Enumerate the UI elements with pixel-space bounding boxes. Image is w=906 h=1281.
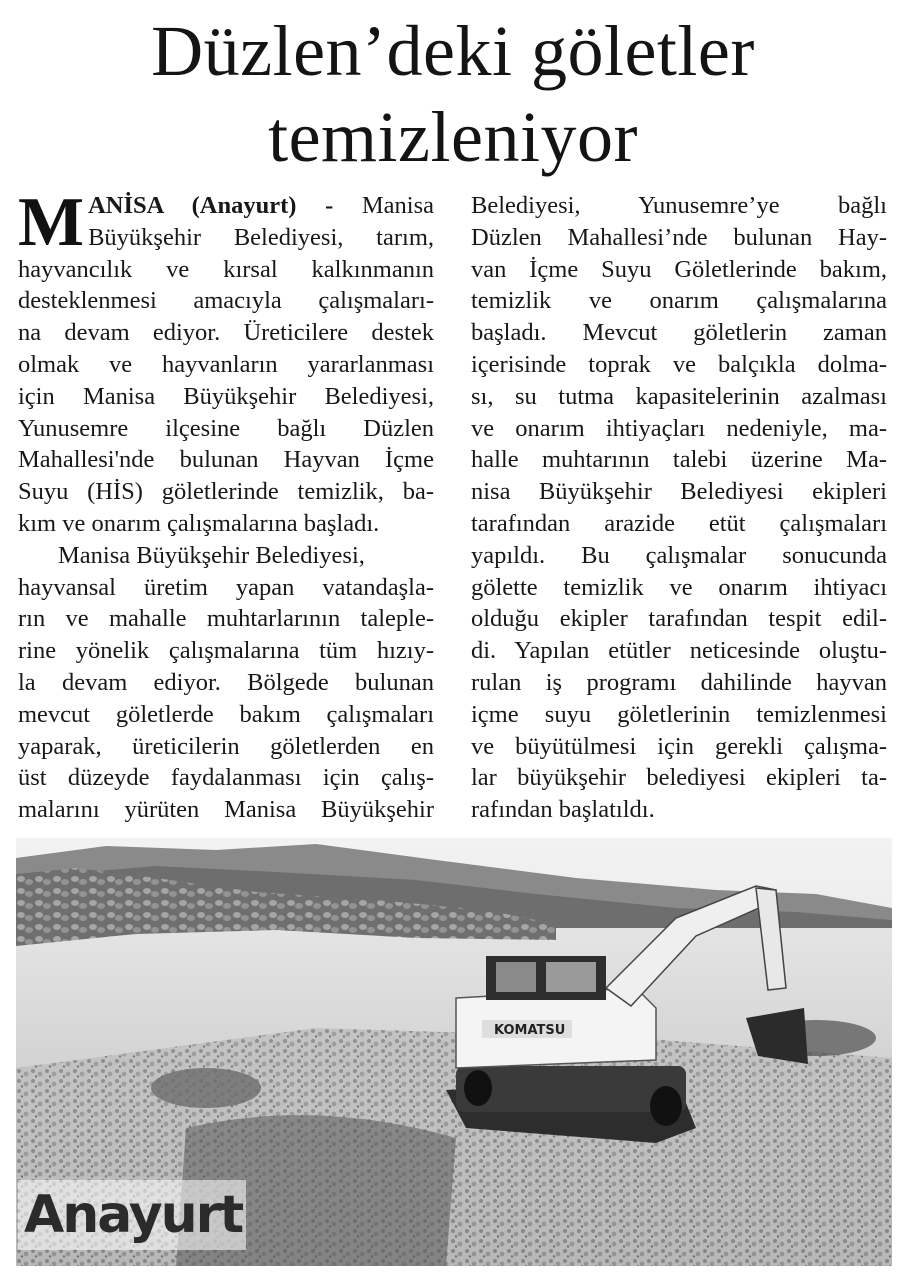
text-line: Manisa Büyükşehir Belediyesi, <box>58 541 365 569</box>
text-line: ve onarım ihtiyaçları nedeniyle, ma- <box>471 414 887 442</box>
text-line: van İçme Suyu Göletlerinde bakım, <box>471 255 887 283</box>
paragraph-2 <box>18 540 434 826</box>
text-line: Büyükşehir Belediyesi, tarım, <box>88 223 434 251</box>
headline-line-2: temizleniyor <box>268 97 638 177</box>
text-line: rine yönelik çalışmalarına tüm hızıy- <box>18 637 434 665</box>
text-line: di. Yapılan etütler neticesinde oluştu- <box>471 637 887 665</box>
text-line: lar büyükşehir belediyesi ekipleri ta- <box>471 764 887 792</box>
text-line: başladı. Mevcut göletlerin zaman <box>471 319 887 347</box>
text-line: Yunusemre ilçesine bağlı Düzlen <box>18 414 434 442</box>
text-line: temizlik ve onarım çalışmalarına <box>471 287 887 315</box>
text-line: mevcut göletlerde bakım çalışmaları <box>18 700 434 728</box>
article-column-left <box>18 184 435 826</box>
text-line: halle muhtarının talebi üzerine Ma- <box>471 446 887 474</box>
drop-cap: M <box>18 184 85 261</box>
text-line: Suyu (HİS) göletlerinde temizlik, ba- <box>18 478 434 506</box>
text-line: kım ve onarım çalışmalarına başladı. <box>18 509 380 537</box>
text-line: Belediyesi, Yunusemre’ye bağlı <box>471 192 887 219</box>
dateline: ANİSA (Anayurt) - <box>88 192 334 219</box>
text-line: sı, su tutma kapasitelerinin azalması <box>471 382 887 410</box>
text-line: rın ve mahalle muhtarlarının taleple- <box>18 605 434 633</box>
text-line: tarafından arazide etüt çalışmaları <box>471 509 887 537</box>
publication-logo <box>18 1180 246 1250</box>
text-line: nisa Büyükşehir Belediyesi ekipleri <box>471 478 887 506</box>
text-line: ve büyütülmesi için gerekli çalışma- <box>471 732 887 760</box>
text-line: içerisinde toprak ve balçıkla dolma- <box>471 350 887 378</box>
text-line: olmak ve hayvanların yararlanması <box>18 350 434 378</box>
text-line: la devam ediyor. Bölgede bulunan <box>18 668 434 696</box>
text-line: yapıldı. Bu çalışmalar sonucunda <box>471 541 887 569</box>
text-line: na devam ediyor. Üreticilere destek <box>18 319 434 347</box>
text-line: Mahallesi'nde bulunan Hayvan İçme <box>18 446 434 474</box>
text-line: hayvancılık ve kırsal kalkınmanın <box>18 255 434 283</box>
text-line: rulan iş programı dahilinde hayvan <box>471 668 887 696</box>
text-line: üst düzeyde faydalanması için çalış- <box>18 764 434 792</box>
headline-line-1: Düzlen’deki göletler <box>151 11 755 91</box>
headline <box>0 8 906 180</box>
text-line: için Manisa Büyükşehir Belediyesi, <box>18 382 434 410</box>
text-line: olduğu ekipler tarafından tespit edil- <box>471 605 887 633</box>
article-column-right <box>471 190 887 826</box>
text-line: içme suyu göletlerinin temizlenmesi <box>471 700 887 728</box>
text-line: Düzlen Mahallesi’nde bulunan Hay- <box>471 223 887 251</box>
machine-brand-label: KOMATSU <box>494 1023 566 1038</box>
text-line: gölette temizlik ve onarım ihtiyacı <box>471 573 887 601</box>
text-line: malarını yürüten Manisa Büyükşehir <box>18 796 434 824</box>
paragraph-1 <box>18 184 435 540</box>
text-line: ANİSA (Anayurt) - Manisa <box>88 192 435 219</box>
text-line: hayvansal üretim yapan vatandaşla- <box>18 573 434 601</box>
text-line: rafından başlatıldı. <box>471 796 655 824</box>
logo-text: Anayurt <box>24 1185 243 1245</box>
text-line: yaparak, üreticilerin göletlerden en <box>18 732 434 760</box>
paragraph-2-continued <box>471 190 887 826</box>
text-line: desteklenmesi amacıyla çalışmaları- <box>18 287 434 315</box>
